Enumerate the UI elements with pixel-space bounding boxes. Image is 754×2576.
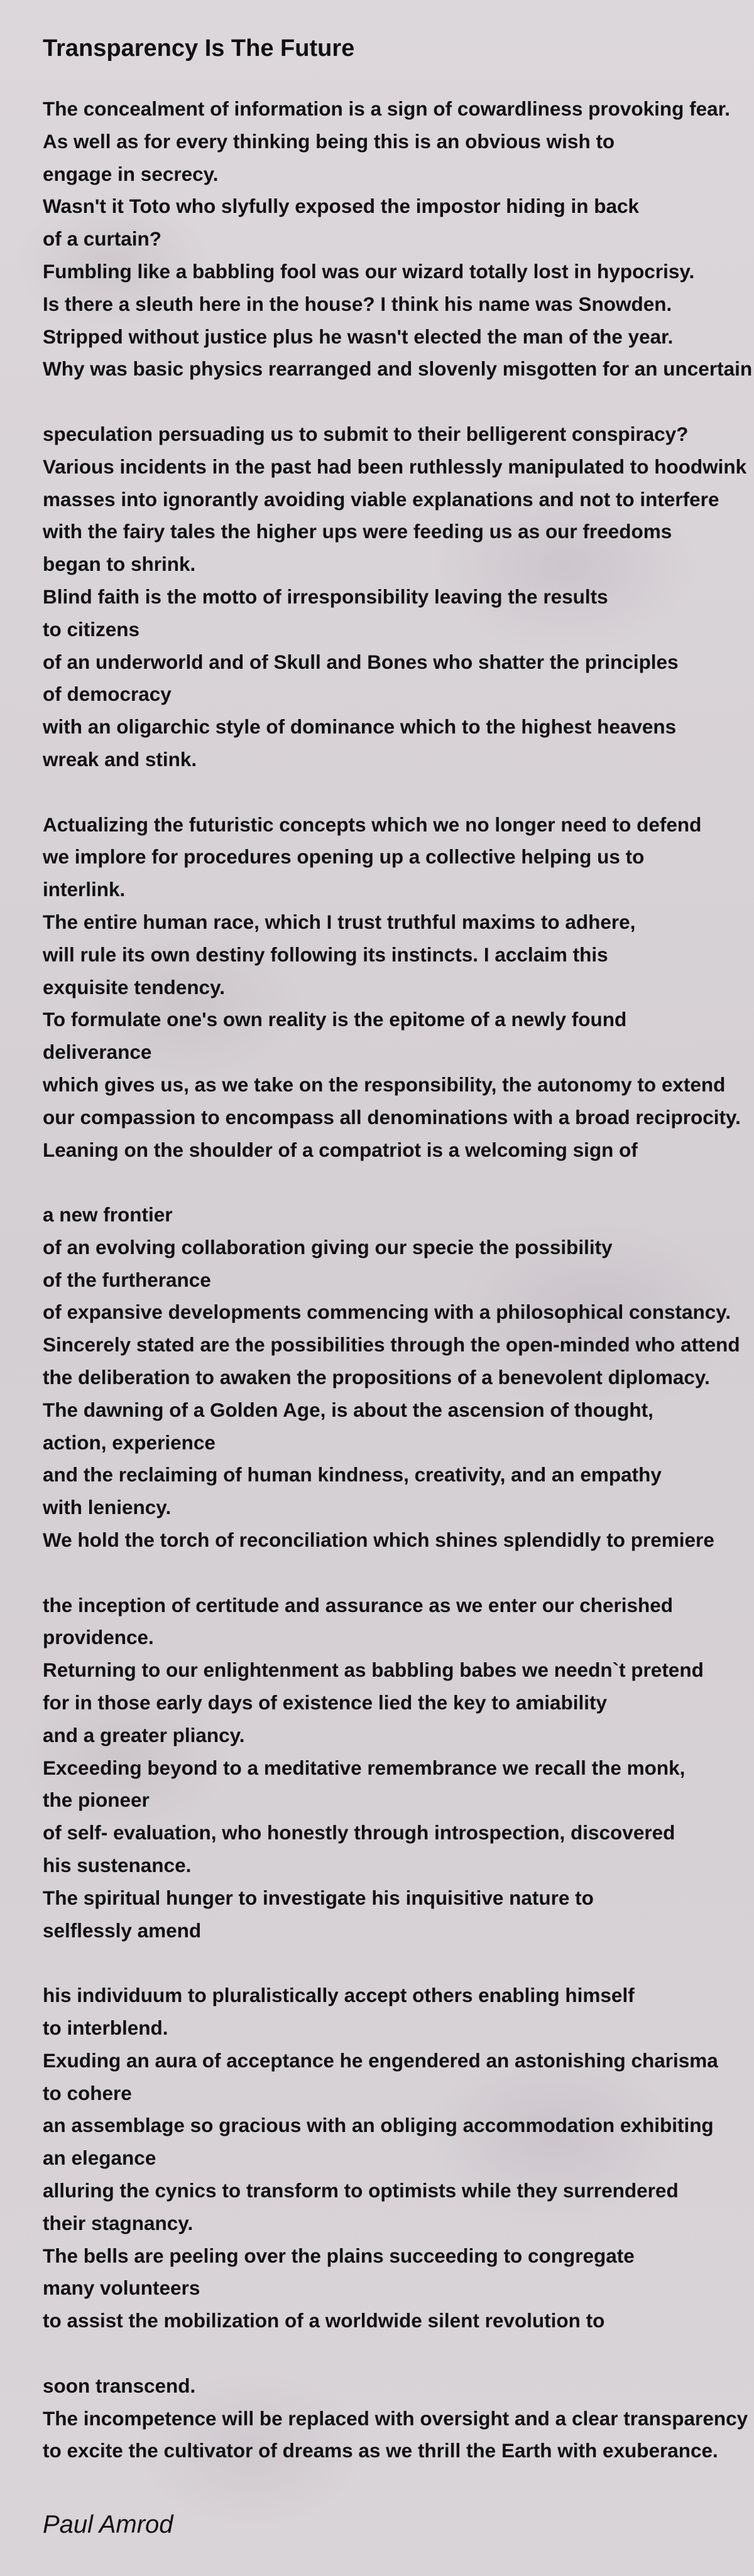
poem-body [43, 93, 754, 2467]
poem-line: which gives us, as we take on the responsibility, the autonomy to extend [43, 1073, 726, 1096]
stanza-break [43, 1557, 754, 1589]
poem-line: selflessly amend [43, 1918, 202, 1942]
stanza-break [43, 1166, 754, 1199]
poem-line: action, experience [43, 1431, 216, 1454]
poem-line: to assist the mobilization of a worldwide silent revolution to [43, 2309, 605, 2332]
poem-line: of the furtherance [43, 1268, 211, 1291]
stanza-break [43, 386, 754, 418]
stanza-break [43, 2337, 754, 2370]
poem-line: We hold the torch of reconciliation which shines splendidly to premiere [43, 1529, 714, 1552]
poem-line: will rule its own destiny following its instincts. I acclaim this [43, 943, 608, 966]
poem-line: the pioneer [43, 1789, 150, 1812]
poem-line: engage in secrecy. [43, 162, 219, 185]
poem-line: our compassion to encompass all denominations with a broad reciprocity. [43, 1105, 741, 1128]
poem-line: and a greater pliancy. [43, 1723, 245, 1746]
poem-line: to citizens [43, 617, 140, 641]
poem-line: The incompetence will be replaced with oversight and a clear transparency [43, 2406, 748, 2430]
poem-line: interlink. [43, 878, 126, 901]
poem-line: The spiritual hunger to investigate his inquisitive nature to [43, 1886, 594, 1909]
poem-line: to interblend. [43, 2016, 168, 2040]
poem-line: The entire human race, which I trust truthful maxims to adhere, [43, 910, 636, 933]
poem-line: of democracy [43, 683, 172, 706]
poem-author: Paul Amrod [43, 2511, 173, 2538]
poem-line: Returning to our enlightenment as babbling babes we needn`t pretend [43, 1659, 704, 1682]
poem-line: began to shrink. [43, 553, 196, 576]
poem-line: Exceeding beyond to a meditative remembrance we recall the monk, [43, 1756, 686, 1779]
poem-line: wreak and stink. [43, 747, 197, 771]
poem-line: As well as for every thinking being this is an obvious wish to [43, 129, 615, 153]
poem-line: Stripped without justice plus he wasn't elected the man of the year. [43, 325, 674, 348]
poem-line: deliverance [43, 1041, 152, 1064]
poem-line: Blind faith is the motto of irresponsibility leaving the results [43, 585, 608, 608]
poem-line: to cohere [43, 2081, 132, 2104]
poem-line: soon transcend. [43, 2374, 196, 2397]
poem-line: Various incidents in the past had been ruthlessly manipulated to hoodwink [43, 455, 747, 478]
poem-line: of expansive developments commencing with a philosophical constancy. [43, 1301, 731, 1324]
poem-line: the inception of certitude and assurance as we enter our cherished [43, 1593, 674, 1616]
poem-line: masses into ignorantly avoiding viable explanations and not to interfere [43, 487, 719, 511]
poem-line: The bells are peeling over the plains succeeding to congregate [43, 2244, 635, 2267]
poem-line: providence. [43, 1626, 154, 1649]
poem-line: with leniency. [43, 1496, 172, 1519]
poem-line: the deliberation to awaken the propositions of a benevolent diplomacy. [43, 1366, 710, 1389]
poem-line: The dawning of a Golden Age, is about the ascension of thought, [43, 1398, 653, 1421]
poem-line: with the fairy tales the higher ups were feeding us as our freedoms [43, 520, 672, 543]
poem-line: of a curtain? [43, 227, 162, 251]
poem-line: his individuum to pluralistically accept others enabling himself [43, 1984, 635, 2007]
poem-title: Transparency Is The Future [43, 35, 355, 62]
poem-line: Actualizing the futuristic concepts which we no longer need to defend [43, 813, 702, 836]
poem-line: alluring the cynics to transform to optimists while they surrendered [43, 2179, 679, 2202]
poem-line: Wasn't it Toto who slyfully exposed the impostor hiding in back [43, 195, 640, 218]
poem-line: an elegance [43, 2146, 156, 2170]
poem-line: Sincerely stated are the possibilities through the open-minded who attend [43, 1333, 740, 1356]
poem-line: of self- evaluation, who honestly through introspection, discovered [43, 1821, 675, 1844]
poem-line: a new frontier [43, 1203, 173, 1226]
poem-line: To formulate one's own reality is the epitome of a newly found [43, 1008, 627, 1031]
poem-line: of an underworld and of Skull and Bones who shatter the principles [43, 650, 679, 673]
poem-line: Why was basic physics rearranged and slovenly misgotten for an uncertain [43, 357, 753, 381]
poem-line: we implore for procedures opening up a collective helping us to [43, 845, 645, 869]
poem-line: speculation persuading us to submit to their belligerent conspiracy? [43, 422, 689, 445]
poem-line: with an oligarchic style of dominance which to the highest heavens [43, 715, 677, 739]
poem-line: Exuding an aura of acceptance he engendered an astonishing charisma [43, 2048, 718, 2072]
poem-line: their stagnancy. [43, 2211, 194, 2234]
poem-line: his sustenance. [43, 1854, 192, 1877]
poem-line: to excite the cultivator of dreams as we thrill the Earth with exuberance. [43, 2439, 718, 2462]
poem-line: of an evolving collaboration giving our specie the possibility [43, 1235, 613, 1258]
poem-line: and the reclaiming of human kindness, creativity, and an empathy [43, 1463, 662, 1486]
stanza-break [43, 776, 754, 809]
poem-line: exquisite tendency. [43, 975, 226, 998]
poem-line: many volunteers [43, 2276, 200, 2300]
stanza-break [43, 1947, 754, 1979]
poem-line: The concealment of information is a sign of cowardliness provoking fear. [43, 97, 730, 120]
poem-line: for in those early days of existence lied the key to amiability [43, 1691, 608, 1714]
poem-line: Leaning on the shoulder of a compatriot is a welcoming sign of [43, 1138, 638, 1161]
poem-line: Fumbling like a babbling fool was our wizard totally lost in hypocrisy. [43, 259, 695, 283]
poem-line: Is there a sleuth here in the house? I think his name was Snowden. [43, 292, 672, 315]
poem-line: an assemblage so gracious with an obliging accommodation exhibiting [43, 2114, 714, 2137]
